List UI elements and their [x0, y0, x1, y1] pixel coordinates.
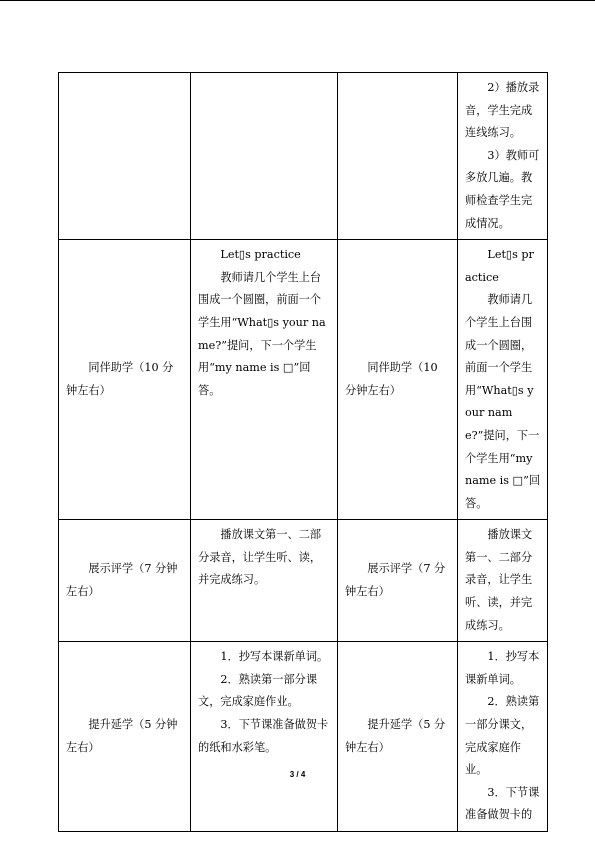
page-number: 3 / 4 — [289, 770, 306, 779]
student-stage-cell — [338, 642, 458, 832]
stage-cell — [59, 520, 191, 642]
table-row — [59, 520, 548, 642]
stage-label: 展示评学（7 分钟左右） — [66, 562, 178, 598]
notes-cell — [458, 73, 548, 240]
stage-label: 提升延学（5 分钟左右） — [66, 718, 178, 754]
stage-cell — [59, 73, 191, 240]
student-stage-cell — [338, 240, 458, 520]
stage-label: 同伴助学（10 分钟左右） — [345, 361, 438, 397]
notes-cell — [458, 520, 548, 642]
header-rule — [0, 0, 595, 1]
lesson-plan-table — [58, 72, 548, 832]
teacher-activity-cell — [191, 240, 338, 520]
table-row — [59, 642, 548, 832]
notes-cell — [458, 642, 548, 832]
activity-title: Let▯s practice — [220, 248, 301, 262]
student-stage-cell — [338, 520, 458, 642]
notes-paragraph: 2）播放录音，学生完成连线练习。 — [465, 81, 540, 140]
notes-title: Let▯s practice — [465, 248, 534, 284]
table-row — [59, 240, 548, 520]
teacher-activity-cell — [191, 73, 338, 240]
notes-paragraph: 2．熟读第一部分课文，完成家庭作业。 — [465, 695, 540, 777]
notes-paragraph: 3）教师可多放几遍。教师检查学生完成情况。 — [465, 148, 540, 230]
teacher-activity-cell — [191, 520, 338, 642]
activity-paragraph: 播放课文第一、二部分录音，让学生听、读，并完成练习。 — [198, 528, 322, 587]
activity-paragraph: 3．下节课准备做贺卡的纸和水彩笔。 — [198, 718, 329, 754]
stage-cell — [59, 642, 191, 832]
activity-paragraph: 1．抄写本课新单词。 — [220, 650, 329, 664]
activity-paragraph: 教师请几个学生上台围成一个圆圈，前面一个学生用“What▯s your name?”提问，下一个学生用“my name is □”回答。 — [198, 270, 326, 397]
activity-paragraph: 2．熟读第一部分课文，完成家庭作业。 — [198, 672, 318, 709]
stage-label: 同伴助学（10 分钟左右） — [66, 361, 174, 397]
notes-paragraph: 3．下节课准备做贺卡的 — [465, 785, 540, 822]
student-stage-cell — [338, 73, 458, 240]
stage-label: 提升延学（5 分钟左右） — [345, 718, 446, 754]
notes-paragraph: 教师请几个学生上台围成一个圆圈，前面一个学生用“What▯s your name?”提问，下一个学生用“my name is □”回答。 — [465, 293, 541, 510]
stage-label: 展示评学（7 分钟左右） — [345, 562, 446, 598]
notes-cell — [458, 240, 548, 520]
notes-paragraph: 1．抄写本课新单词。 — [465, 650, 540, 686]
teacher-activity-cell — [191, 642, 338, 832]
notes-paragraph: 播放课文第一、二部分录音，让学生听、读，并完成练习。 — [465, 528, 533, 632]
table-row — [59, 73, 548, 240]
stage-cell — [59, 240, 191, 520]
